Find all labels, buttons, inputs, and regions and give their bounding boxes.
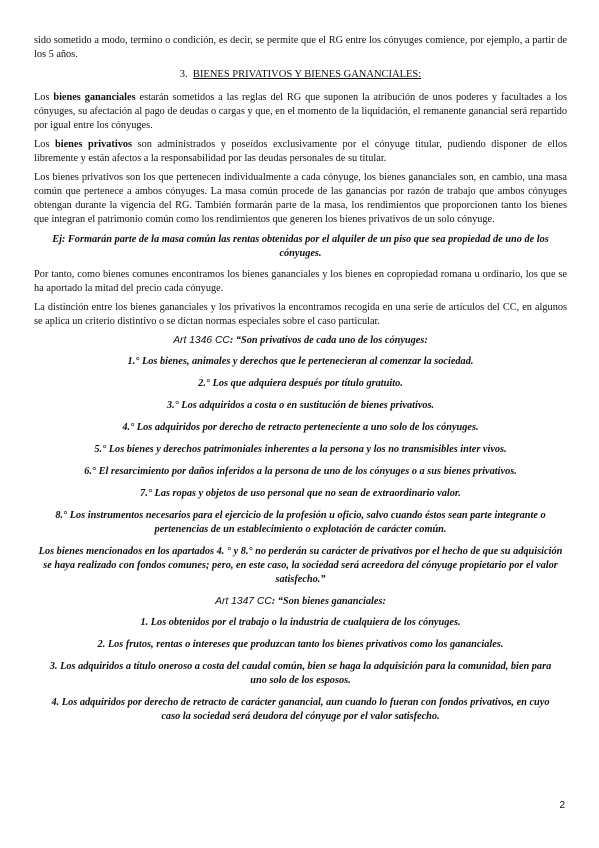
- art-1346-item: 4.° Los adquiridos por derecho de retracto perteneciente a uno solo de los cónyuges.: [122, 422, 479, 433]
- section-heading: [34, 68, 567, 82]
- bold-term: bienes gananciales: [53, 92, 136, 103]
- art-1346-lead: : “Son privativos de cada uno de los cónyuges:: [229, 335, 428, 346]
- art-1347-heading: [34, 595, 567, 609]
- paragraph-definition: Los bienes privativos son los que pertenecen individualmente a cada cónyuge, los bienes gananciales son, en cambio, una masa común que pertenece a ambos cónyuges. La masa común procede de las ganancias por razón de trabajo que ambos cónyuges obtengan durante la vigencia del RG. También formarán parte de la masa, los rendimientos que proporcionen tanto los bienes que integran el patrimonio común como los rendimientos que generen los bienes privativos de un solo cónyuge.: [34, 172, 567, 225]
- paragraph-distincion: La distinción entre los bienes gananciales y los privativos la encontramos recogida en una serie de artículos del CC, en algunos se aplica un criterio distintivo o se dictan normas especiales sobre el caso particular.: [34, 302, 567, 327]
- art-1346-item: 2.° Los que adquiera después por título gratuito.: [198, 378, 403, 389]
- section-title: BIENES PRIVATIVOS Y BIENES GANANCIALES:: [192, 69, 422, 80]
- document-page: [34, 34, 567, 732]
- page-number: 2: [559, 800, 565, 811]
- paragraph-bienes-comunes: Por tanto, como bienes comunes encontramos los bienes gananciales y los bienes en copropiedad romana u ordinario, los que se ha aportado la mitad del precio cada cónyuge.: [34, 269, 567, 294]
- art-1346-item: 8.° Los instrumentos necesarios para el ejercicio de la profesión u oficio, salvo cuando éstos sean parte integrante o pertenencias de un establecimiento o explotación de carácter común.: [55, 510, 546, 535]
- paragraph-privativos: [34, 138, 567, 166]
- section-number: 3.: [179, 69, 188, 80]
- intro-paragraph: sido sometido a modo, termino o condición, es decir, se permite que el RG entre los cónyuges comience, por ejemplo, a partir de los 5 años.: [34, 35, 567, 60]
- text-run: son administrados y poseídos exclusivamente por el cónyuge titular, pudiendo disponer de ellos libremente y están afectos a la responsabilidad por las deudas personales de su titular.: [34, 139, 567, 164]
- bold-term: bienes privativos: [54, 139, 133, 150]
- art-1347-item: 1. Los obtenidos por el trabajo o la industria de cualquiera de los cónyuges.: [140, 617, 461, 628]
- example-paragraph: Ej: Formarán parte de la masa común las rentas obtenidas por el alquiler de un piso que sea propiedad de uno de los cónyuges.: [52, 234, 549, 259]
- art-1346-item: 5.° Los bienes y derechos patrimoniales inherentes a la persona y los no transmisibles inter vivos.: [94, 444, 507, 455]
- art-1347-ref: Art 1347 CC: [215, 596, 272, 607]
- art-1346-closing: Los bienes mencionados en los apartados 4. ° y 8.° no perderán su carácter de privativos por el hecho de que su adquisición se haya realizado con fondos comunes; pero, en este caso, la sociedad será acreedora del cónyuge propietario por el valor satisfecho.”: [38, 546, 563, 585]
- art-1346-heading: [34, 334, 567, 348]
- art-1347-item: 4. Los adquiridos por derecho de retracto de carácter ganancial, aun cuando lo fueran con fondos privativos, en cuyo caso la sociedad será deudora del cónyuge por el valor satisfecho.: [51, 697, 550, 722]
- art-1346-item: 6.° El resarcimiento por daños inferidos a la persona de uno de los cónyuges o a sus bienes privativos.: [84, 466, 517, 477]
- art-1346-item: 7.° Las ropas y objetos de uso personal que no sean de extraordinario valor.: [140, 488, 461, 499]
- art-1346-item: 1.° Los bienes, animales y derechos que le pertenecieran al comenzar la sociedad.: [127, 356, 474, 367]
- art-1347-lead: : “Son bienes gananciales:: [271, 596, 386, 607]
- art-1346-item: 3.° Los adquiridos a costa o en sustitución de bienes privativos.: [166, 400, 435, 411]
- paragraph-gananciales: [34, 91, 567, 133]
- text-run: Los: [34, 139, 55, 150]
- art-1347-item: 2. Los frutos, rentas o intereses que produzcan tanto los bienes privativos como los gananciales.: [97, 639, 504, 650]
- art-1347-item: 3. Los adquiridos a título oneroso a costa del caudal común, bien se haga la adquisición para la comunidad, bien para uno solo de los esposos.: [49, 661, 552, 686]
- text-run: estarán sometidos a las reglas del RG que suponen la atribución de unos poderes y facultades a los cónyuges, su afectación al pago de deudas o cargas y que, en el momento de la liquidación, el remanente ganancial será repartido por igual entre los cónyuges.: [34, 92, 567, 131]
- text-run: Los: [34, 92, 54, 103]
- art-1346-ref: Art 1346 CC: [173, 335, 230, 346]
